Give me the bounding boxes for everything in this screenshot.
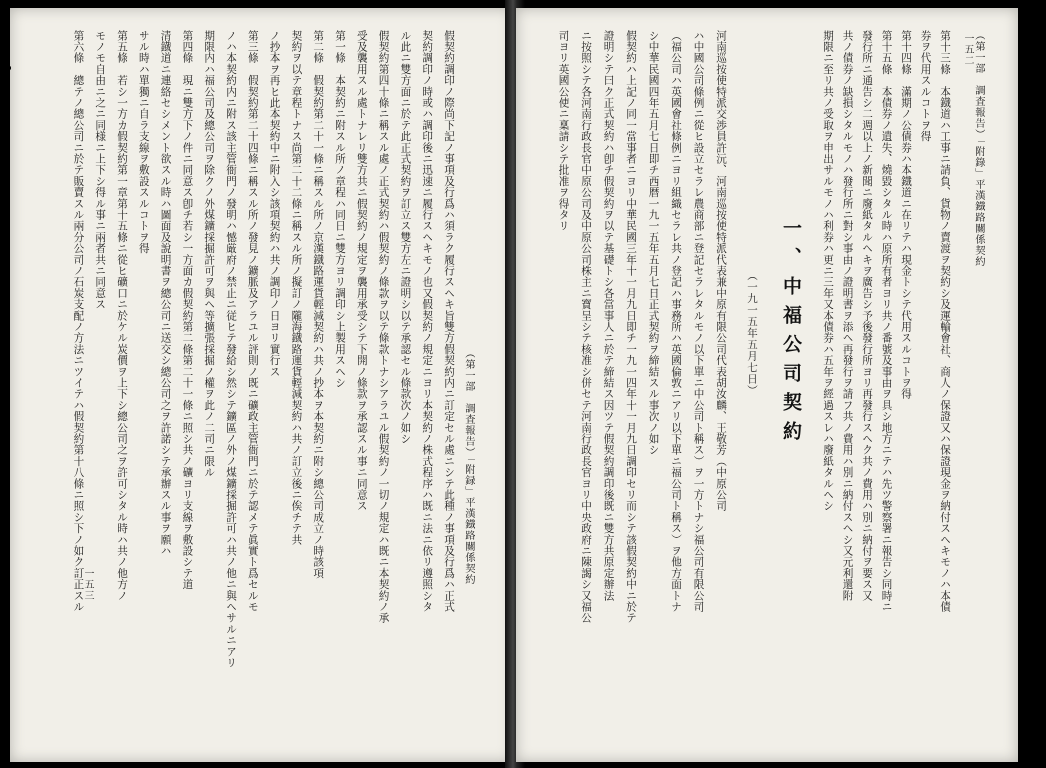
text-column: ノ抄本ヲ再ヒ此本契約中ニ附入シ該項契約ハ共ノ調印ノ日ヨリ實行ス	[268, 30, 281, 378]
contract-text-column: 司ヨリ英國公使ニ稟請シテ批准ヲ得タリ	[557, 30, 570, 232]
contract-text-column: 河南巡按使特派交渉員許沅、河南巡按使特派代表兼中原有限公司代表胡汝麟、王敬芳（中原公司	[715, 30, 727, 512]
text-column: サル時ハ單獨ニ自ラ支線ヲ敷設スルコトヲ得	[137, 30, 150, 254]
text-column: 第一條 本契約ニ附スル所ノ章程ハ同日ニ雙方ヨリ調印シ上製用スヘシ	[334, 30, 346, 389]
text-column: 第十三條 本鐡道ハ工事ニ請負、貨物ノ賣渡ヲ契約シ及運輸會社、商人ノ保證又ハ保證現金ヲ納付スヘキモノハ本債	[939, 30, 951, 613]
contract-text-column: ニ按照シテ各河南行政長官中原公司及中原公司株主ニ寶呈シテ核准シ併セテ河南行政長官ヨリ中央政府ニ陳謁シ又福公	[580, 30, 592, 624]
text-column: ル此ニ雙方面ニ於テ此正式契約ヲ訂立ス雙方左ニ證明シ以テ承認セル條款次ノ如シ	[399, 30, 412, 445]
text-column: 第二條 假契約第二十一條ニ稱スル所ノ京漢鐡路運貨輕減契約ハ共ノ抄本ヲ本契約ニ附シ總公司成立ノ時該項	[312, 30, 325, 579]
text-column: 第十四條 滿期ノ公債券ハ本鐡道ニ在リテハ現金トシテ代用スルコトヲ得	[900, 30, 912, 400]
left-page	[10, 8, 512, 762]
text-column: 券ヲ代用スルコトヲ得	[919, 30, 932, 142]
contract-date: （一九一五年五月七日）	[746, 270, 758, 397]
text-column: 第三條 假契約第二十四條ニ稱スル所ノ發見ノ鑛脈及アラユル評則ノ既ニ礦政主管衙門ニ於テ認メテ眞實ト爲セルモ	[246, 30, 259, 613]
contract-title: 一、中福公司契約	[780, 218, 802, 450]
text-column: 清鐡道ニ連絡セシメント欲スル時ハ圖面及說明書ヲ總公司ニ送交シ總公司之ヲ許諾シテ承辦スル事ヲ願ハ	[159, 30, 172, 557]
contract-text-column: ハ中國公司條例ニ從ヒ設立セラレ農商部ニ登記セラレタルモノ以下單ニ中公司ト稱ス）ヲ一方トナシ福公司有限公司	[692, 30, 705, 613]
left-page-number: 一五三	[82, 568, 93, 601]
text-column: 契約調印ノ時或ハ調印後ニ迅速ニ履行スヘキモノ也又假契約ノ規定ニヨリ本契約ノ株式程序ハ既ニ法ニ依リ遵照シタ	[421, 30, 434, 613]
text-column: 第五條 若シ一方カ假契約第一章第十五條ニ從ヒ礦口ニ於ケル炭價ヲ上下シ總公司之ヲ許可シタル時ハ共ノ他方ノ	[116, 30, 128, 602]
text-column: 期限ニ至リ共ノ受取ヲ申出サルモノハ利券ハ更ニ三年又本債券ハ五年ヲ經過スレハ廢紙タルヘシ	[822, 30, 834, 512]
scan-speck	[8, 66, 11, 70]
text-column: モノモ自由ニ之ニ同様ニ上下シ得ル事ニ兩者共ニ同意ス	[94, 30, 107, 310]
text-column: ノハ本契約内ニ附ス該主管衙門ノ發明ハ憾厳府ノ禁止ニ従ヒテ發給シ然シテ鑛區ノ外ノ煤鑛採掘許可ハ共ノ他ニ與ヘサルニアリ	[225, 30, 237, 669]
right-page-number: 一五二	[962, 33, 973, 66]
text-column: 期限内ハ福公司及總公司ヲ除クノ外煤鑛採掘許可ヲ與ヘ等擴張採掘ノ權ヲ此ノ二司ニ限ル	[203, 30, 216, 478]
text-column: 第六條 總テノ總公司ニ於テ販賣スル兩分公司ノ石炭支配ノ方法ニツイテハ假契約第十八條ニ照シ下ノ如ク訂正スル	[72, 30, 85, 613]
contract-text-column: シ中華民國四年五月七日即チ西暦一九一五年五月七日正式契約ヲ締結スル事次ノ如シ	[647, 30, 660, 456]
text-column: 發行所ニ通告シ二週以上ノ新聞ニ廢紙タルヘキヲ廣告シ予後發行所ヨリ再發行スヘク共ノ費用ハ別ニ納付ヲ要ス又	[861, 30, 873, 602]
text-column: 共ノ債券ノ缺損シタルモノハ發行所ニ對シ事由ノ證明書ヲ添ヘ再發行ヲ請フ共ノ費用ハ別ニ納付スヘシ又元利還附	[841, 30, 854, 602]
contract-text-column: 證明シテ曰ク正式契約ハ卽チ假契約ヲ以テ基礎トシ各當事人ニ於テ締結ス因ツテ假契約調印後既ニ雙方共原定辦法	[602, 30, 615, 602]
left-running-head: （第一部 調査報告）「附録」平漢鐡路關係契約	[463, 348, 475, 585]
text-column: 假契約調印ノ際尚下記ノ事項及行爲ハ須ラク履行スヘキ旨雙方假契約内ニ訂定セル處ニシテ此種ノ事項及行爲ハ正式	[443, 30, 455, 613]
text-column: 第十五條 本債券ノ遺失、燒毀シタル時ハ原所有者ヨリ共ノ番號及事由ヲ具シ地方ニテハ先ツ警察署ニ報告シ同時ニ	[880, 30, 893, 613]
contract-text-column: 假契約ハ上記ノ同一當事者ニヨリ中華民國三年十一月九日即チ一九一四年十一月九日調印セリ而シテ該假契約中ニ於テ	[625, 30, 637, 624]
text-column: 第四條 現ニ雙方下ノ件ニ同意ス卽チ若シ一方面カ假契約第二條第二十一條ニ照シ共ノ礦ヨリ支線ヲ敷設シテ道	[181, 30, 194, 590]
contract-text-column: （福公司ハ英國會社條例ニヨリ組織セラレ共ノ登記ハ事務所ハ英國倫敦ニアリ以下單ニ福公司ト稱ス）ヲ他方面トナ	[670, 30, 682, 613]
right-running-head: （第一部 調査報告）「附錄」平漢鐡路關係契約	[973, 30, 985, 267]
text-column: 假契約第四十條ニ稱スル處ノ正式契約ハ假契約ノ條款ヲ以テ條款トナシアラユル假契約ノ一切ノ規定ハ既ニ本契約ノ承	[377, 30, 390, 624]
text-column: 契約ヲ以テ章程トナス尚第二十二條ニ稱スル所ノ擬訂ノ隴海鐡路運貨輕減契約ハ共ノ訂立後ニ俟チテ共	[290, 30, 303, 546]
text-column: 受及襲用スル處トナレリ雙方共ニ假契約ノ規定ヲ襲用承受シテ下開ノ條款ヲ承認スル事ニ同意ス	[355, 30, 368, 512]
right-page	[516, 8, 1018, 762]
